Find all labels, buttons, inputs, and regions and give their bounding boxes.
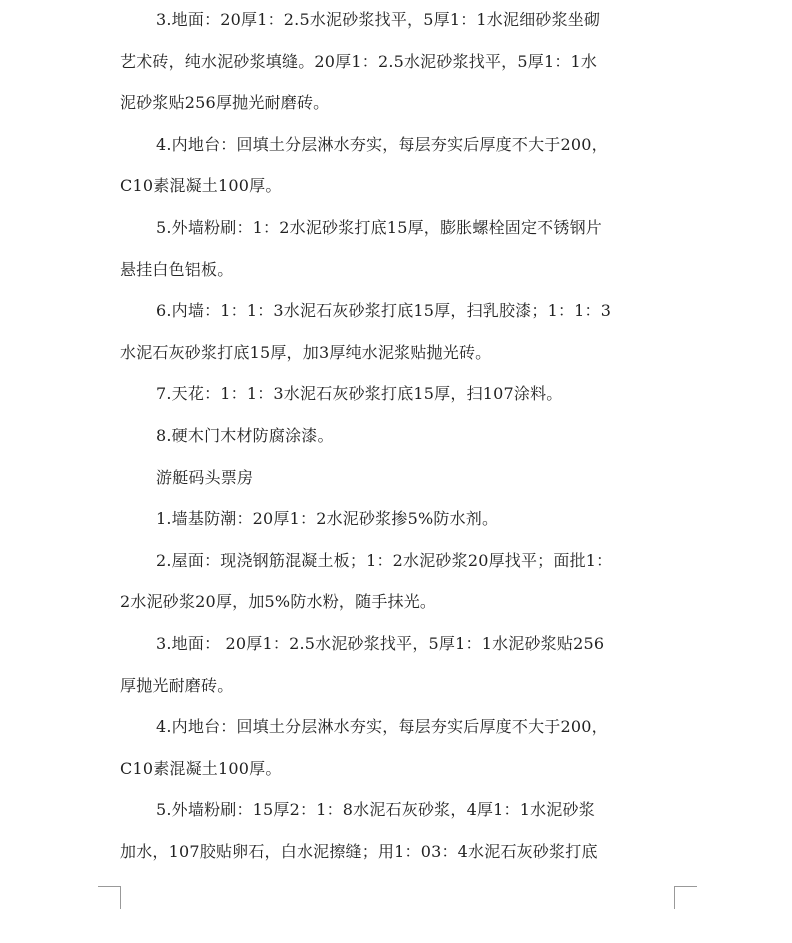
text-line: 2水泥砂浆20厚，加5%防水粉，随手抹光。 xyxy=(120,592,437,612)
text-line: 5.外墙粉刷：15厚2：1：8水泥石灰砂浆，4厚1：1水泥砂浆 xyxy=(156,800,595,820)
text-line: 7.天花：1：1：3水泥石灰砂浆打底15厚，扫107涂料。 xyxy=(156,384,563,404)
text-line: 泥砂浆贴256厚抛光耐磨砖。 xyxy=(120,93,330,113)
text-line: 2.屋面：现浇钢筋混凝土板；1：2水泥砂浆20厚找平；面批1： xyxy=(156,550,613,570)
page-margin-corner-marker xyxy=(674,886,697,909)
text-line: 悬挂白色铝板。 xyxy=(120,259,234,279)
document-body xyxy=(120,4,676,877)
text-line: 加水，107胶贴卵石，白水泥擦缝；用1：03：4水泥石灰砂浆打底 xyxy=(120,841,598,861)
text-line: 5.外墙粉刷：1：2水泥砂浆打底15厚，膨胀螺栓固定不锈钢片 xyxy=(156,217,602,237)
text-line: 8.硬木门木材防腐涂漆。 xyxy=(156,425,334,445)
text-line: 厚抛光耐磨砖。 xyxy=(120,675,234,695)
text-line: 4.内地台：回填土分层淋水夯实，每层夯实后厚度不大于200， xyxy=(156,717,608,737)
text-line: 3.地面： 20厚1：2.5水泥砂浆找平，5厚1：1水泥砂浆贴256 xyxy=(156,633,605,653)
section-heading: 游艇码头票房 xyxy=(156,467,254,487)
text-line: 艺术砖，纯水泥砂浆填缝。20厚1：2.5水泥砂浆找平，5厚1：1水 xyxy=(120,51,598,71)
text-line: C10素混凝土100厚。 xyxy=(120,176,282,196)
text-line: 水泥石灰砂浆打底15厚，加3厚纯水泥浆贴抛光砖。 xyxy=(120,342,492,362)
text-line: 4.内地台：回填土分层淋水夯实，每层夯实后厚度不大于200， xyxy=(156,134,608,154)
text-line: 6.内墙：1：1：3水泥石灰砂浆打底15厚，扫乳胶漆；1：1：3 xyxy=(156,301,612,321)
text-line: C10素混凝土100厚。 xyxy=(120,758,282,778)
text-line: 1.墙基防潮：20厚1：2水泥砂浆掺5%防水剂。 xyxy=(156,509,499,529)
text-line: 3.地面：20厚1：2.5水泥砂浆找平，5厚1：1水泥细砂浆坐砌 xyxy=(156,10,601,29)
page-margin-corner-marker xyxy=(98,886,121,909)
